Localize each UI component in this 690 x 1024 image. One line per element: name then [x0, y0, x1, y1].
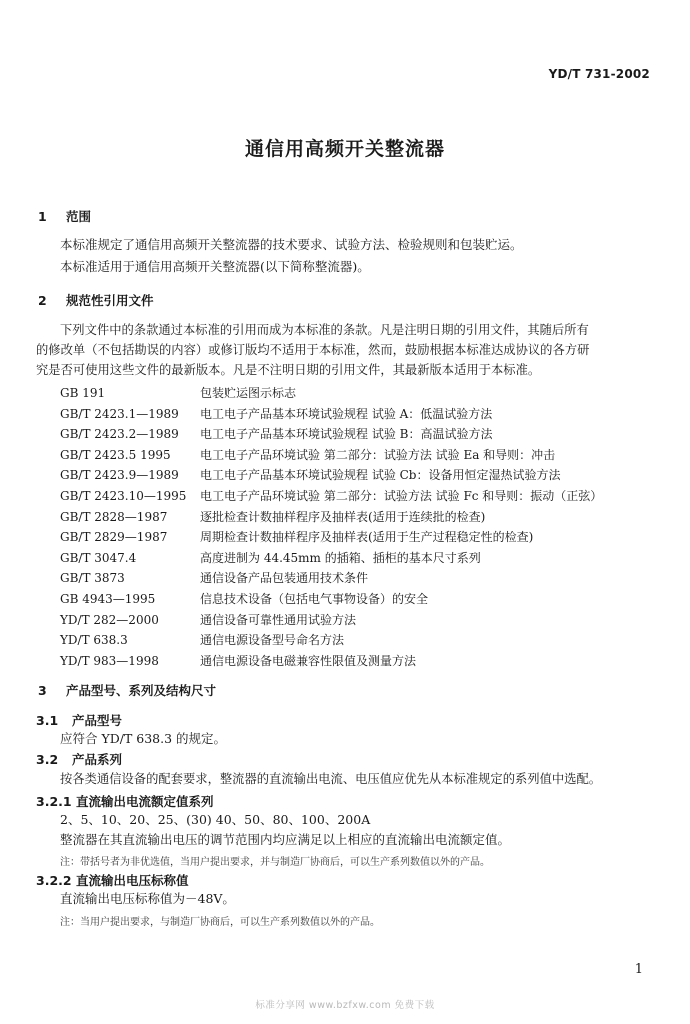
subsection-number: 3.2 — [36, 752, 59, 767]
reference-row — [60, 424, 660, 445]
note: 注：当用户提出要求，与制造厂协商后，可以生产系列数值以外的产品。 — [60, 917, 380, 928]
section-1-heading — [36, 207, 91, 225]
reference-row — [60, 568, 660, 589]
current-values: 2、5、10、20、25、(30) 40、50、80、100、200A — [60, 812, 371, 827]
subsection-title: 直流输出电压标称值 — [76, 873, 189, 888]
subsection-title: 产品系列 — [72, 752, 123, 767]
reference-title: 信息技术设备（包括电气事物设备）的安全 — [200, 591, 429, 606]
section-3-heading — [36, 681, 216, 699]
document-title: 通信用高频开关整流器 — [244, 138, 445, 160]
reference-code: GB/T 2423.10—1995 — [60, 488, 187, 503]
reference-row — [60, 486, 660, 507]
reference-code: GB/T 2829—1987 — [60, 530, 168, 545]
note: 注：带括号者为非优选值，当用户提出要求，并与制造厂协商后，可以生产系列数值以外的产品。 — [60, 857, 490, 868]
reference-code: GB/T 2828—1987 — [60, 509, 168, 524]
paragraph: 应符合 YD/T 638.3 的规定。 — [60, 731, 227, 746]
reference-code: GB/T 2423.2—1989 — [60, 427, 179, 442]
reference-row — [60, 404, 660, 425]
paragraph-line: 的修改单（不包括勘误的内容）或修订版均不适用于本标准，然而，鼓励根据本标准达成协议的各方研 — [36, 343, 590, 357]
section-number: 3 — [38, 683, 47, 698]
paragraph: 本标准适用于通信用高频开关整流器(以下简称整流器)。 — [60, 259, 370, 274]
subsection-3-2-2-heading — [36, 871, 189, 889]
reference-code: GB 4943—1995 — [60, 591, 156, 606]
reference-title: 电工电子产品环境试验 第二部分：试验方法 试验 Ea 和导则：冲击 — [200, 447, 556, 462]
subsection-number: 3.2.2 — [36, 873, 72, 888]
reference-row — [60, 630, 660, 651]
section-title: 范围 — [66, 209, 92, 224]
reference-title: 通信设备可靠性通用试验方法 — [200, 612, 357, 627]
reference-row — [60, 507, 660, 528]
reference-title: 电工电子产品基本环境试验规程 试验 Cb：设备用恒定湿热试验方法 — [200, 468, 561, 483]
reference-row — [60, 610, 660, 631]
paragraph: 直流输出电压标称值为－48V。 — [60, 891, 235, 906]
reference-row — [60, 527, 660, 548]
paragraph: 整流器在其直流输出电压的调节范围内均应满足以上相应的直流输出电流额定值。 — [60, 832, 511, 847]
paragraph-line: 究是否可使用这些文件的最新版本。凡是不注明日期的引用文件，其最新版本适用于本标准。 — [36, 363, 541, 377]
subsection-3-1-heading — [36, 711, 122, 729]
page-number: 1 — [634, 962, 643, 977]
paragraph-line: 下列文件中的条款通过本标准的引用而成为本标准的条款。凡是注明日期的引用文件，其随后所有 — [60, 323, 589, 337]
reference-title: 包装贮运图示标志 — [200, 386, 297, 400]
subsection-number: 3.2.1 — [36, 794, 72, 809]
reference-row — [60, 651, 660, 672]
reference-title: 通信电源设备电磁兼容性限值及测量方法 — [200, 653, 417, 668]
paragraph: 按各类通信设备的配套要求，整流器的直流输出电流、电压值应优先从本标准规定的系列值中选配。 — [60, 772, 602, 786]
paragraph: 本标准规定了通信用高频开关整流器的技术要求、试验方法、检验规则和包装贮运。 — [60, 237, 523, 252]
section-number: 2 — [38, 293, 47, 308]
reference-code: YD/T 282—2000 — [60, 612, 159, 627]
section-title: 产品型号、系列及结构尺寸 — [66, 683, 217, 698]
subsection-title: 产品型号 — [72, 713, 123, 728]
reference-code: GB/T 2423.1—1989 — [60, 406, 179, 421]
reference-title: 周期检查计数抽样程序及抽样表(适用于生产过程稳定性的检查) — [200, 530, 534, 545]
reference-code: GB/T 2423.9—1989 — [60, 468, 179, 483]
subsection-number: 3.1 — [36, 713, 59, 728]
subsection-3-2-1-heading — [36, 792, 214, 810]
reference-title: 高度进制为 44.45mm 的插箱、插柜的基本尺寸系列 — [200, 550, 481, 565]
section-2-heading — [36, 291, 154, 309]
reference-code: GB/T 3047.4 — [60, 550, 137, 565]
reference-code: YD/T 638.3 — [60, 633, 128, 648]
reference-title: 电工电子产品基本环境试验规程 试验 B：高温试验方法 — [200, 427, 493, 442]
section-number: 1 — [38, 209, 47, 224]
reference-code: GB 191 — [60, 386, 106, 400]
reference-row — [60, 383, 660, 404]
reference-code: GB/T 3873 — [60, 571, 125, 586]
reference-code: YD/T 983—1998 — [60, 653, 159, 668]
section-title: 规范性引用文件 — [66, 293, 154, 308]
subsection-title: 直流输出电流额定值系列 — [76, 794, 214, 809]
standard-code: YD/T 731-2002 — [548, 67, 650, 81]
reference-code: GB/T 2423.5 1995 — [60, 447, 171, 462]
reference-title: 通信电源设备型号命名方法 — [200, 633, 345, 648]
reference-title: 通信设备产品包装通用技术条件 — [200, 571, 369, 586]
reference-title: 电工电子产品环境试验 第二部分：试验方法 试验 Fc 和导则：振动（正弦） — [200, 488, 603, 503]
site-watermark: 标准分享网 www.bzfxw.com 免费下载 — [255, 1000, 435, 1011]
reference-row — [60, 465, 660, 486]
reference-title: 电工电子产品基本环境试验规程 试验 A：低温试验方法 — [200, 406, 493, 421]
reference-row — [60, 548, 660, 569]
reference-title: 逐批检查计数抽样程序及抽样表(适用于连续批的检查) — [200, 509, 486, 524]
normative-references-list — [60, 383, 660, 671]
subsection-3-2-heading — [36, 750, 122, 768]
reference-row — [60, 445, 660, 466]
reference-row — [60, 589, 660, 610]
